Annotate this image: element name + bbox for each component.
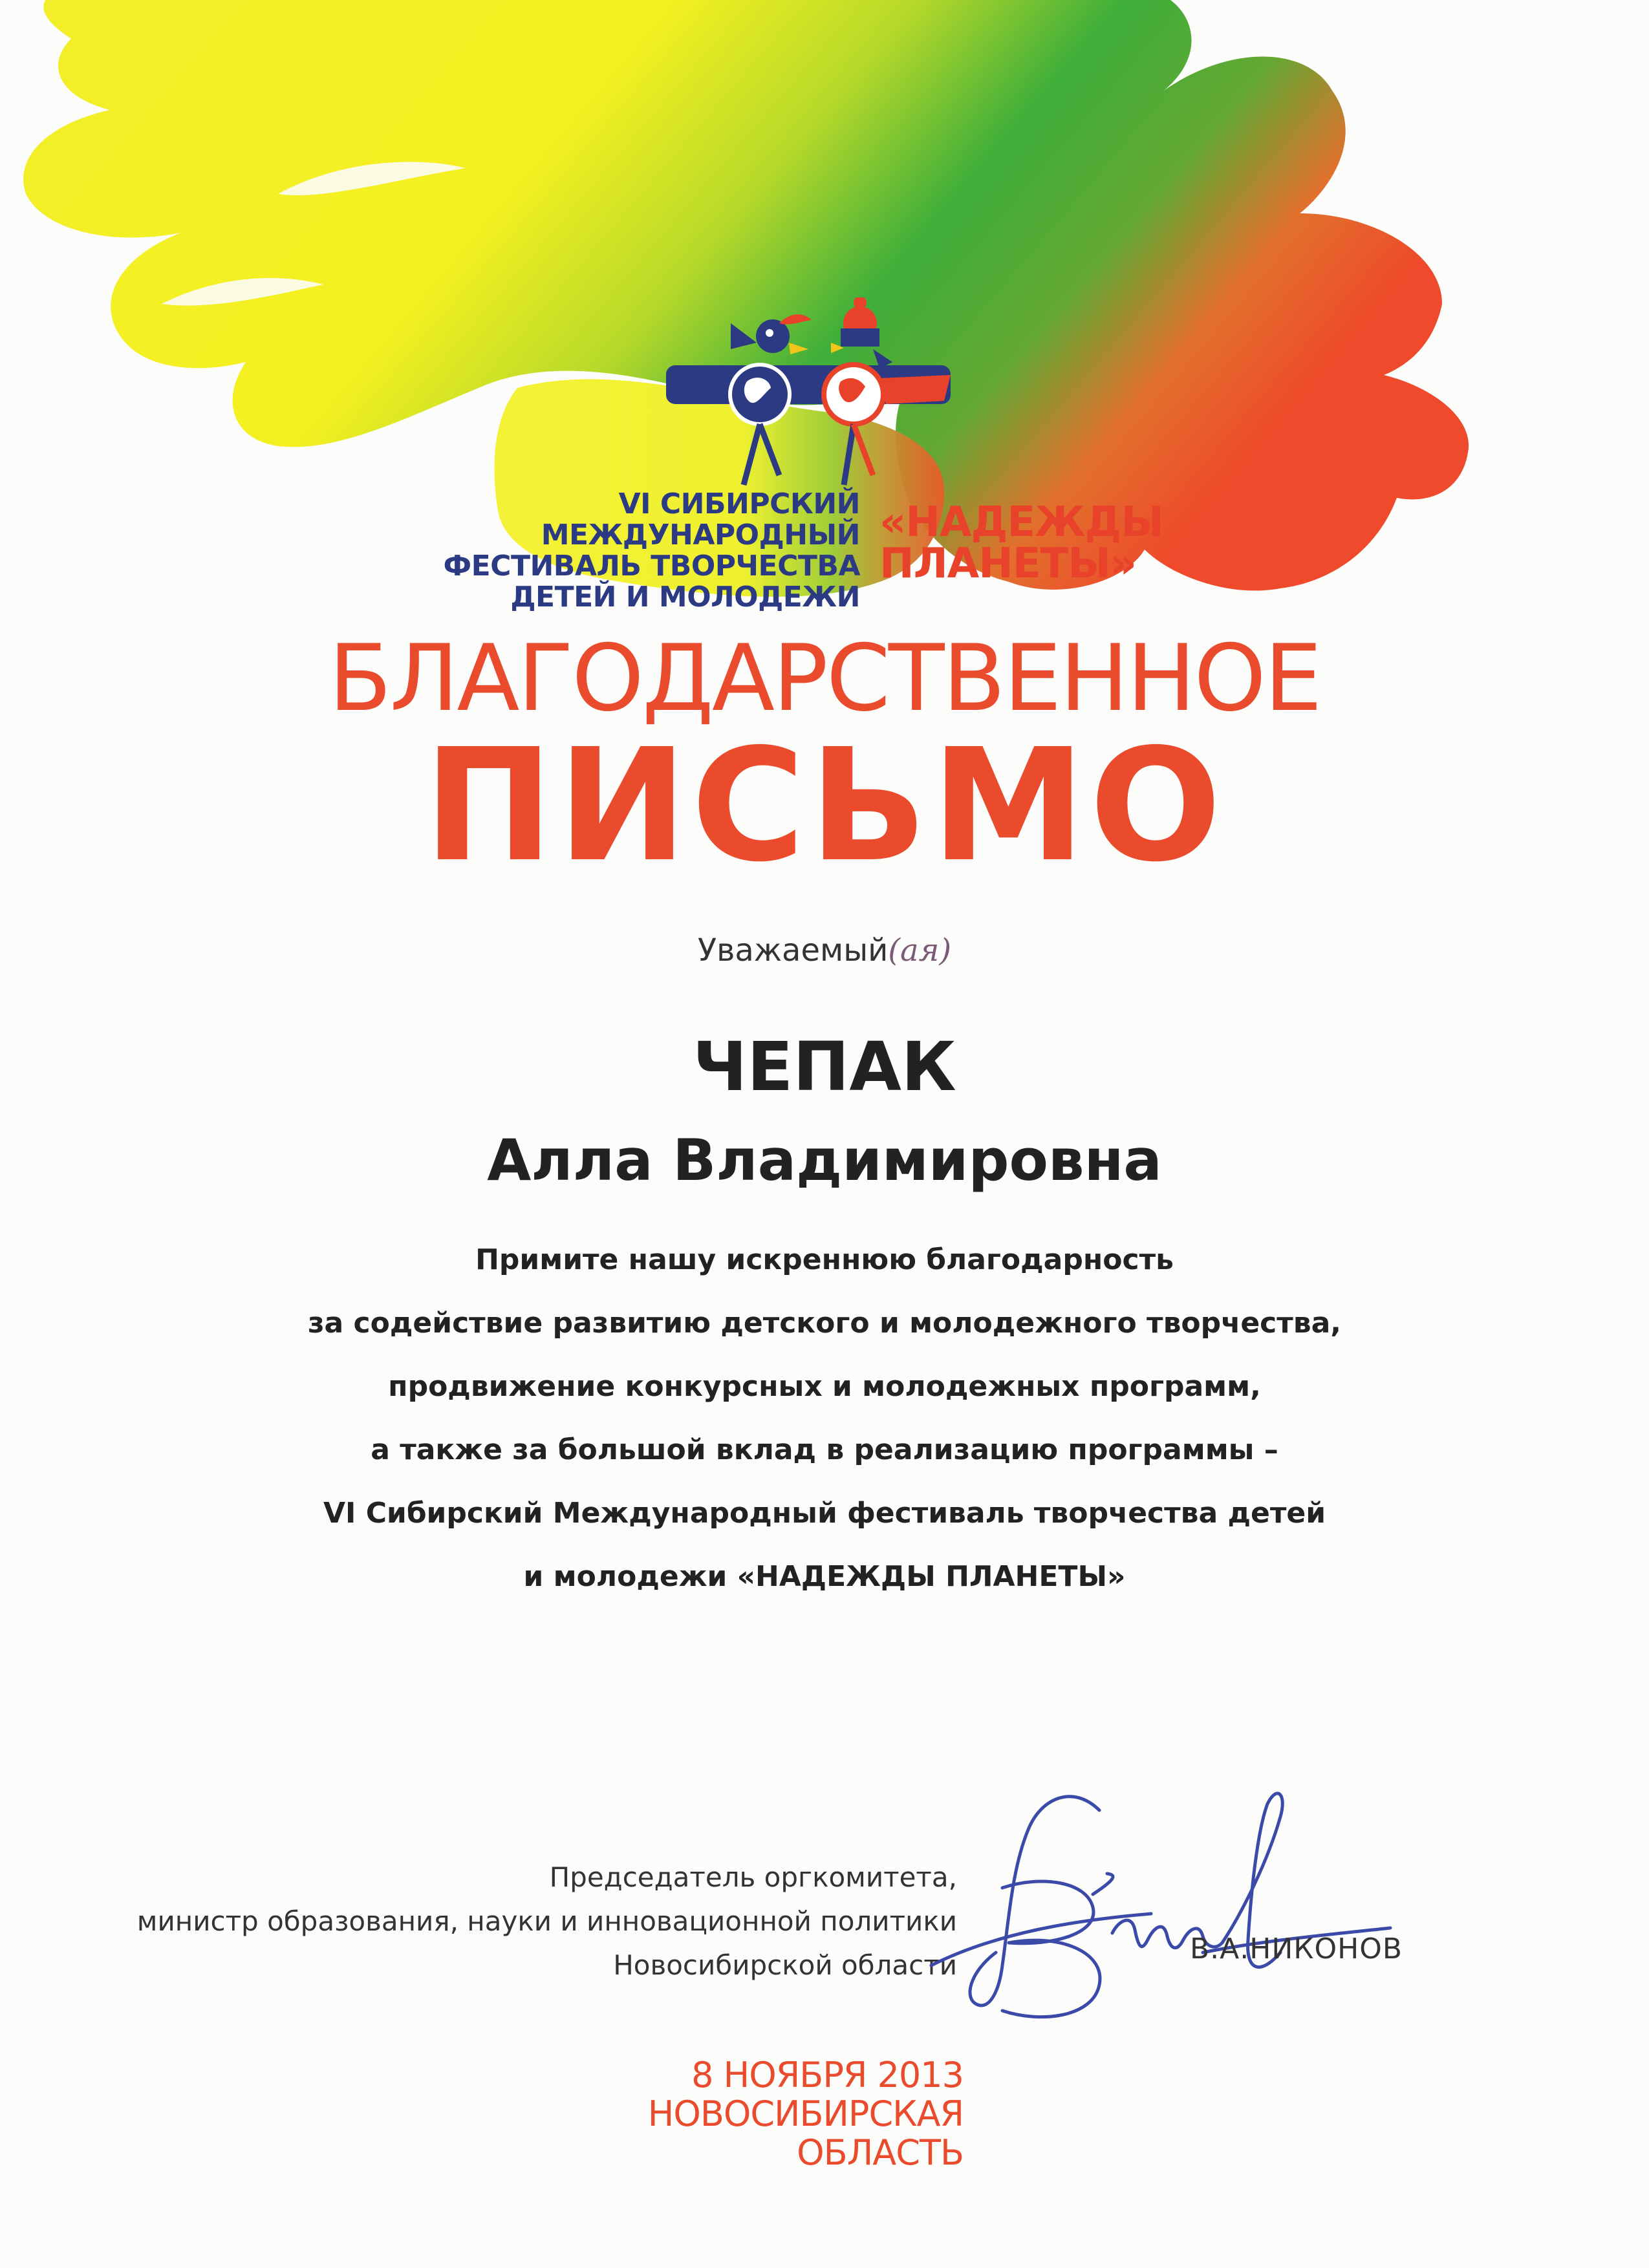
festival-name-line: ФЕСТИВАЛЬ ТВОРЧЕСТВА [443, 550, 860, 583]
festival-logo-icon [666, 297, 951, 491]
body-line: и молодежи «НАДЕЖДЫ ПЛАНЕТЫ» [523, 1560, 1126, 1593]
festival-name-line: VI СИБИРСКИЙ МЕЖДУНАРОДНЫЙ [541, 487, 860, 551]
body-line: а также за большой вклад в реализацию программы – [371, 1433, 1278, 1466]
signatory-line: Новосибирской области [613, 1949, 957, 1981]
document-title-line1: БЛАГОДАРСТВЕННОЕ [329, 625, 1320, 732]
date-line: 8 НОЯБРЯ 2013 [691, 2055, 964, 2095]
signatory-position [65, 1856, 957, 1987]
festival-title-line: «НАДЕЖДЫ [879, 498, 1163, 546]
festival-name-line: ДЕТЕЙ И МОЛОДЕЖИ [510, 581, 860, 614]
festival-title-line: ПЛАНЕТЫ» [879, 540, 1136, 588]
body-line: за содействие развитию детского и молодежного творчества, [307, 1307, 1342, 1340]
letter-body [0, 1228, 1649, 1609]
recipient-surname: ЧЕПАК [693, 1027, 956, 1106]
handwritten-signature-icon [879, 1759, 1397, 2037]
signatory-line: Председатель оргкомитета, [549, 1861, 957, 1893]
recipient-name: Алла Владимировна [487, 1127, 1162, 1193]
signatory-line: министр образования, науки и инновационной политики [136, 1905, 957, 1937]
greeting-text: Уважаемый [697, 932, 889, 968]
date-line: НОВОСИБИРСКАЯ [647, 2093, 964, 2134]
signatory-name: В.А.НИКОНОВ [1190, 1932, 1403, 1965]
body-line: Примите нашу искреннюю благодарность [475, 1243, 1174, 1276]
festival-title [879, 498, 1242, 588]
greeting-handwritten-suffix: (ая) [888, 932, 952, 968]
date-place [517, 2056, 964, 2172]
body-line: продвижение конкурсных и молодежных программ, [388, 1370, 1261, 1403]
date-line: ОБЛАСТЬ [797, 2132, 964, 2173]
festival-name [356, 489, 860, 613]
body-line: VI Сибирский Международный фестиваль творчества детей [323, 1497, 1326, 1530]
greeting [0, 931, 1649, 970]
document-title-line2: ПИСЬМО [424, 715, 1225, 896]
